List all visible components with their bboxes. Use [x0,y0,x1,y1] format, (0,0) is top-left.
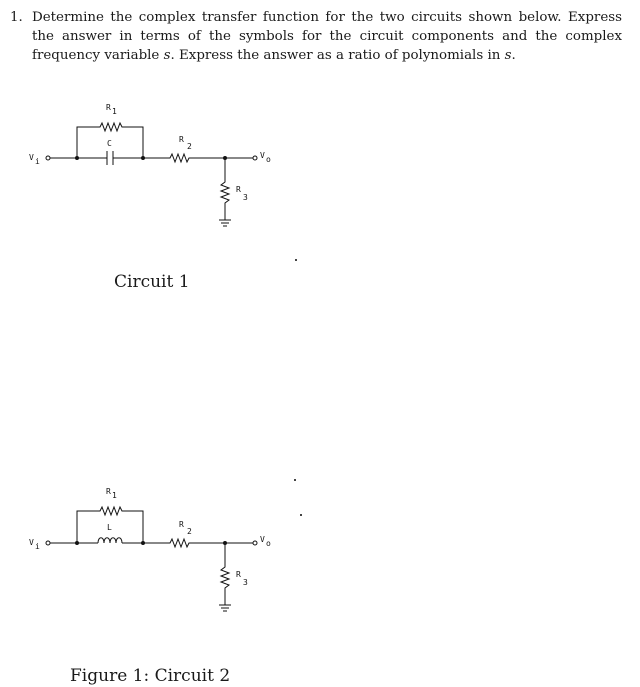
r3-label-2: R [236,570,241,579]
circuit-1-caption: Circuit 1 [114,272,190,292]
r3-subscript: 3 [243,193,248,202]
stray-mark-3 [300,514,302,516]
r3-subscript-2: 3 [243,578,248,587]
vi-terminal-2 [46,541,50,545]
r2-label-2: R [179,520,184,529]
r3-resistor-2 [221,543,229,605]
c-label: C [107,139,112,148]
r2-resistor-2 [143,539,225,547]
vi-subscript: i [35,157,40,166]
r1-label: R [106,103,111,112]
circuit-2-caption: Figure 1: Circuit 2 [70,666,231,686]
stray-mark-2 [294,479,296,481]
l-label: L [107,523,112,532]
symbol-s-2: s [504,48,512,63]
vi-label: V [29,153,34,162]
r1-subscript: 1 [112,107,117,116]
r2-subscript: 2 [187,142,192,151]
vi-subscript-2: i [35,542,40,551]
symbol-s: s [163,48,171,63]
problem-text-part3: . [511,48,516,63]
vo-subscript: o [266,155,271,164]
problem-text-part1: Determine the complex transfer function for the two circuits shown below. Express the answer in terms of the symbols for the circuit components and the complex frequency variable [32,10,622,63]
vo-subscript-2: o [266,539,271,548]
r1-subscript-2: 1 [112,491,117,500]
problem-number: 1. [10,10,23,25]
r2-label: R [179,135,184,144]
problem-text-part2: . Express the answer as a ratio of polynomials in [170,48,505,63]
vi-label-2: V [29,538,34,547]
vo-terminal-2 [253,541,257,545]
r3-label: R [236,185,241,194]
vo-label: V [260,151,265,160]
vo-label-2: V [260,535,265,544]
inductor-coil [98,538,122,543]
r1-label-2: R [106,487,111,496]
r2-subscript-2: 2 [187,527,192,536]
